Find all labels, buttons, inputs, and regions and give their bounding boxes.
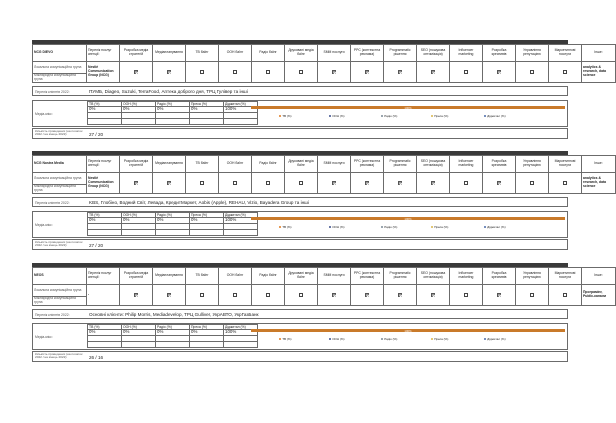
service-check-cell <box>252 62 285 83</box>
service-check-cell <box>219 173 252 194</box>
service-check-cell <box>450 62 483 83</box>
media-header: OOH (%) <box>122 325 156 330</box>
service-checkbox[interactable] <box>299 70 303 74</box>
progress-label: Кількість проведених (на початок 2022 / на кінець 2022): <box>35 351 83 359</box>
service-check-cell <box>120 285 153 306</box>
digital-share-bar <box>251 106 565 110</box>
media-mix-block <box>32 323 568 350</box>
media-empty-cell <box>122 342 156 348</box>
local-group-label: Локальна комунікаційна група <box>33 62 87 74</box>
legend-item <box>279 337 292 341</box>
service-checkbox[interactable] <box>431 70 435 74</box>
service-checkbox[interactable] <box>398 70 402 74</box>
media-mix-label: Медіа-мікс: <box>35 335 53 339</box>
service-column-header: Радіо баїнг <box>252 268 285 285</box>
service-column-header: Programmatic рішення <box>384 45 417 62</box>
legend-label: OOH (%) <box>332 337 345 341</box>
clients-label: Перелік клієнтів 2022: <box>35 312 70 317</box>
service-checkbox[interactable] <box>233 181 237 185</box>
media-value: 0% <box>156 218 190 224</box>
clients-row <box>32 86 568 96</box>
clients-list: KBS, Глобіно, Водний Світ, Левада, КредитМаркет, Aobis (Apple), REHAU, Vizio, Bayadera Group та інші <box>89 199 309 205</box>
service-column-header: Influencer marketing <box>450 156 483 173</box>
other-services: analytics & research, data science <box>582 62 616 83</box>
service-checkbox[interactable] <box>464 293 468 297</box>
service-column-header: Розробка медіа стратегій <box>120 268 153 285</box>
service-column-header: Інше: <box>582 268 616 285</box>
legend-label: Преса (%) <box>434 337 449 341</box>
service-check-cell <box>252 173 285 194</box>
intl-group-label: Міжнародна комунікаційна група <box>33 185 87 194</box>
service-checkbox[interactable] <box>530 181 534 185</box>
legend-label: OOH (%) <box>332 114 345 118</box>
service-column-header: PPC (контекстна реклама) <box>351 268 384 285</box>
progress-value: 27 / 20 <box>89 243 104 248</box>
media-empty-cell <box>156 230 190 236</box>
service-column-header: Медіапланування <box>153 45 186 62</box>
services-table <box>32 44 616 83</box>
service-checkbox[interactable] <box>398 181 402 185</box>
service-checkbox[interactable] <box>200 181 204 185</box>
service-column-header: Інше: <box>582 156 616 173</box>
service-column-header: Programmatic рішення <box>384 268 417 285</box>
media-value: 0% <box>88 330 122 336</box>
legend-label: TB (%) <box>282 225 292 229</box>
media-header: Діджитал (%) <box>224 213 258 218</box>
service-check-cell <box>318 62 351 83</box>
media-empty-cell <box>190 119 224 125</box>
media-value: 0% <box>190 107 224 113</box>
media-empty-cell <box>190 342 224 348</box>
clients-list: ПУМБ, Diageo, Suzuki, TerraFood, Аптека доброго дня, ТРЦ Гулівер та інші <box>89 88 248 94</box>
media-value: 0% <box>122 107 156 113</box>
service-check-cell <box>186 173 219 194</box>
progress-row <box>32 351 568 362</box>
media-mix-block <box>32 100 568 127</box>
service-column-header: Перелік послуг агенції: <box>87 268 120 285</box>
service-check-cell <box>351 62 384 83</box>
service-check-cell <box>219 285 252 306</box>
agency-section <box>32 151 606 259</box>
service-column-header: Розробка креативів <box>483 156 516 173</box>
service-check-cell <box>153 62 186 83</box>
service-column-header: Управління репутацією <box>516 268 549 285</box>
legend-item <box>431 114 448 118</box>
service-column-header: Перелік послуг агенції: <box>87 45 120 62</box>
other-services: Програмінг, Public-канали <box>582 285 616 306</box>
local-group-value: Nestlé Communication Group (NCG) <box>87 173 120 194</box>
service-column-header: SMM послуги <box>318 156 351 173</box>
digital-share-bar <box>251 217 565 221</box>
service-check-cell <box>384 173 417 194</box>
service-check-cell <box>483 62 516 83</box>
service-check-cell <box>483 173 516 194</box>
media-empty-cell <box>88 230 122 236</box>
service-column-header: Друковані медіа баїнг <box>285 268 318 285</box>
service-column-header: Influencer marketing <box>450 268 483 285</box>
media-value: 0% <box>156 107 190 113</box>
legend-label: TB (%) <box>282 114 292 118</box>
service-checkbox[interactable] <box>167 293 171 297</box>
local-group-value: Nestlé Communication Group (NCG) <box>87 62 120 83</box>
service-column-header: Маркетингові послуги <box>549 45 582 62</box>
legend-item <box>484 114 506 118</box>
media-header: Радіо (%) <box>156 325 190 330</box>
service-check-cell <box>252 285 285 306</box>
agency-name: NEOS <box>33 268 87 285</box>
service-checkbox[interactable] <box>530 70 534 74</box>
service-check-cell <box>318 173 351 194</box>
progress-label: Кількість проведених (на початок 2022 / на кінець 2022): <box>35 239 83 247</box>
media-header: Діджитал (%) <box>224 102 258 107</box>
service-checkbox[interactable] <box>200 293 204 297</box>
media-header: Преса (%) <box>190 102 224 107</box>
service-check-cell <box>516 173 549 194</box>
media-header: OOH (%) <box>122 213 156 218</box>
clients-list: Основні клієнти: Philip Morris, Mediadevelop, ТРЦ Gulliver, УкрАВТО, УкрГазБанк <box>89 311 259 317</box>
service-checkbox[interactable] <box>233 293 237 297</box>
clients-label: Перелік клієнтів 2022: <box>35 200 70 205</box>
service-column-header: Перелік послуг агенції: <box>87 156 120 173</box>
clients-label: Перелік клієнтів 2022: <box>35 89 70 94</box>
service-check-cell <box>417 285 450 306</box>
media-header: TB (%) <box>88 325 122 330</box>
media-empty-cell <box>156 342 190 348</box>
media-empty-cell <box>88 119 122 125</box>
legend-label: TB (%) <box>282 337 292 341</box>
service-checkbox[interactable] <box>266 293 270 297</box>
media-header: TB (%) <box>88 102 122 107</box>
service-check-cell <box>516 62 549 83</box>
service-check-cell <box>318 285 351 306</box>
service-checkbox[interactable] <box>266 181 270 185</box>
legend-item <box>381 225 397 229</box>
service-check-cell <box>285 285 318 306</box>
service-checkbox[interactable] <box>266 70 270 74</box>
media-mix-label: Медіа-мікс: <box>35 112 53 116</box>
service-checkbox[interactable] <box>365 181 369 185</box>
agency-section <box>32 263 607 371</box>
legend-label: Преса (%) <box>434 114 449 118</box>
media-empty-cell <box>224 230 258 236</box>
service-check-cell <box>285 173 318 194</box>
legend-label: Радіо (%) <box>384 114 398 118</box>
media-empty-cell <box>122 230 156 236</box>
media-empty-cell <box>88 342 122 348</box>
service-column-header: TB баїнг <box>186 45 219 62</box>
media-value: 0% <box>122 218 156 224</box>
media-mix-label: Медіа-мікс: <box>35 223 53 227</box>
service-check-cell <box>153 173 186 194</box>
agency-name: NCG Nostra Media <box>33 156 87 173</box>
service-check-cell <box>450 173 483 194</box>
service-column-header: Друковані медіа баїнг <box>285 156 318 173</box>
media-mix-block <box>32 211 568 238</box>
service-check-cell <box>351 173 384 194</box>
media-value: 0% <box>122 330 156 336</box>
service-column-header: Розробка медіа стратегій <box>120 156 153 173</box>
media-value: 100% <box>224 218 258 224</box>
service-checkbox[interactable] <box>563 70 567 74</box>
bar-label: 100% <box>404 216 412 221</box>
service-column-header: Influencer marketing <box>450 45 483 62</box>
progress-value: 26 / 16 <box>89 355 104 360</box>
local-group-value: - <box>87 285 120 306</box>
service-checkbox[interactable] <box>431 293 435 297</box>
service-checkbox[interactable] <box>134 70 138 74</box>
clients-row <box>32 197 568 207</box>
media-empty-cell <box>156 119 190 125</box>
media-empty-cell <box>122 119 156 125</box>
service-checkbox[interactable] <box>299 293 303 297</box>
service-checkbox[interactable] <box>431 181 435 185</box>
media-header: OOH (%) <box>122 102 156 107</box>
legend-label: Діджитал (%) <box>487 225 506 229</box>
service-column-header: OOH баїнг <box>219 268 252 285</box>
media-value: 0% <box>190 218 224 224</box>
service-column-header: SEO (пошукова оптимізація) <box>417 156 450 173</box>
local-group-label: Локальна комунікаційна група <box>33 173 87 185</box>
other-services: analytics & research, data science <box>582 173 616 194</box>
service-column-header: Медіапланування <box>153 268 186 285</box>
service-check-cell <box>483 285 516 306</box>
legend-label: Радіо (%) <box>384 337 398 341</box>
service-column-header: Маркетингові послуги <box>549 268 582 285</box>
legend-item <box>431 225 448 229</box>
intl-group-label: Міжнародна комунікаційна група <box>33 74 87 83</box>
media-header: TB (%) <box>88 213 122 218</box>
legend-label: Преса (%) <box>434 225 449 229</box>
media-value: 100% <box>224 330 258 336</box>
service-column-header: PPC (контекстна реклама) <box>351 45 384 62</box>
service-check-cell <box>417 173 450 194</box>
service-checkbox[interactable] <box>134 181 138 185</box>
legend-item <box>381 114 397 118</box>
service-column-header: TB баїнг <box>186 268 219 285</box>
service-column-header: Маркетингові послуги <box>549 156 582 173</box>
legend-item <box>329 225 345 229</box>
bar-label: 100% <box>404 105 412 110</box>
service-check-cell <box>120 62 153 83</box>
media-header: Радіо (%) <box>156 102 190 107</box>
media-empty-cell <box>224 119 258 125</box>
service-column-header: SEO (пошукова оптимізація) <box>417 268 450 285</box>
service-column-header: Медіапланування <box>153 156 186 173</box>
service-column-header: SEO (пошукова оптимізація) <box>417 45 450 62</box>
services-table <box>32 155 616 194</box>
service-checkbox[interactable] <box>332 70 336 74</box>
service-column-header: Розробка креативів <box>483 268 516 285</box>
services-table <box>32 267 616 306</box>
progress-label: Кількість проведених (на початок 2022 / на кінець 2022): <box>35 128 83 136</box>
service-column-header: Розробка креативів <box>483 45 516 62</box>
service-check-cell <box>549 285 582 306</box>
service-checkbox[interactable] <box>200 70 204 74</box>
service-check-cell <box>120 173 153 194</box>
service-checkbox[interactable] <box>398 293 402 297</box>
service-check-cell <box>417 62 450 83</box>
service-checkbox[interactable] <box>563 293 567 297</box>
legend-item <box>279 114 292 118</box>
service-checkbox[interactable] <box>530 293 534 297</box>
service-column-header: Радіо баїнг <box>252 45 285 62</box>
service-column-header: TB баїнг <box>186 156 219 173</box>
service-check-cell <box>549 173 582 194</box>
legend-item <box>484 337 506 341</box>
service-checkbox[interactable] <box>497 293 501 297</box>
agency-name: NCG DIEVO <box>33 45 87 62</box>
media-value: 0% <box>88 107 122 113</box>
service-column-header: Programmatic рішення <box>384 156 417 173</box>
service-checkbox[interactable] <box>332 293 336 297</box>
legend-item <box>484 225 506 229</box>
service-checkbox[interactable] <box>464 181 468 185</box>
media-header: Діджитал (%) <box>224 325 258 330</box>
service-checkbox[interactable] <box>233 70 237 74</box>
legend-label: OOH (%) <box>332 225 345 229</box>
service-checkbox[interactable] <box>299 181 303 185</box>
progress-value: 27 / 20 <box>89 132 104 137</box>
service-check-cell <box>384 62 417 83</box>
progress-row <box>32 239 568 250</box>
media-value: 0% <box>156 330 190 336</box>
media-header: Радіо (%) <box>156 213 190 218</box>
legend-item <box>381 337 397 341</box>
service-check-cell <box>384 285 417 306</box>
media-mix-table <box>87 324 258 348</box>
service-column-header: SMM послуги <box>318 45 351 62</box>
service-check-cell <box>186 285 219 306</box>
agency-section <box>32 40 606 148</box>
media-empty-cell <box>190 230 224 236</box>
legend-item <box>279 225 292 229</box>
clients-row <box>32 309 568 319</box>
media-value: 0% <box>190 330 224 336</box>
legend-label: Діджитал (%) <box>487 337 506 341</box>
service-check-cell <box>219 62 252 83</box>
media-header: Преса (%) <box>190 325 224 330</box>
bar-label: 100% <box>404 328 412 333</box>
service-column-header: OOH баїнг <box>219 156 252 173</box>
media-header: Преса (%) <box>190 213 224 218</box>
service-column-header: Інше: <box>582 45 616 62</box>
media-empty-cell <box>224 342 258 348</box>
intl-group-label: Міжнародна комунікаційна група <box>33 297 87 306</box>
service-column-header: Розробка медіа стратегій <box>120 45 153 62</box>
service-checkbox[interactable] <box>167 70 171 74</box>
service-checkbox[interactable] <box>497 70 501 74</box>
service-check-cell <box>516 285 549 306</box>
service-column-header: Управління репутацією <box>516 156 549 173</box>
service-checkbox[interactable] <box>464 70 468 74</box>
service-column-header: Управління репутацією <box>516 45 549 62</box>
digital-share-bar <box>251 329 565 333</box>
local-group-label: Локальна комунікаційна група <box>33 285 87 297</box>
service-checkbox[interactable] <box>365 293 369 297</box>
service-check-cell <box>450 285 483 306</box>
service-check-cell <box>153 285 186 306</box>
legend-label: Радіо (%) <box>384 225 398 229</box>
service-check-cell <box>285 62 318 83</box>
service-checkbox[interactable] <box>365 70 369 74</box>
service-checkbox[interactable] <box>332 181 336 185</box>
legend-item <box>431 337 448 341</box>
media-value: 0% <box>88 218 122 224</box>
service-column-header: OOH баїнг <box>219 45 252 62</box>
progress-row <box>32 128 568 139</box>
media-mix-table <box>87 101 258 125</box>
service-column-header: SMM послуги <box>318 268 351 285</box>
service-column-header: Друковані медіа баїнг <box>285 45 318 62</box>
legend-item <box>329 114 345 118</box>
service-column-header: Радіо баїнг <box>252 156 285 173</box>
service-checkbox[interactable] <box>134 293 138 297</box>
media-mix-table <box>87 212 258 236</box>
service-checkbox[interactable] <box>497 181 501 185</box>
service-check-cell <box>549 62 582 83</box>
service-checkbox[interactable] <box>563 181 567 185</box>
service-check-cell <box>351 285 384 306</box>
legend-item <box>329 337 345 341</box>
legend-label: Діджитал (%) <box>487 114 506 118</box>
media-value: 100% <box>224 107 258 113</box>
service-checkbox[interactable] <box>167 181 171 185</box>
service-check-cell <box>186 62 219 83</box>
service-column-header: PPC (контекстна реклама) <box>351 156 384 173</box>
